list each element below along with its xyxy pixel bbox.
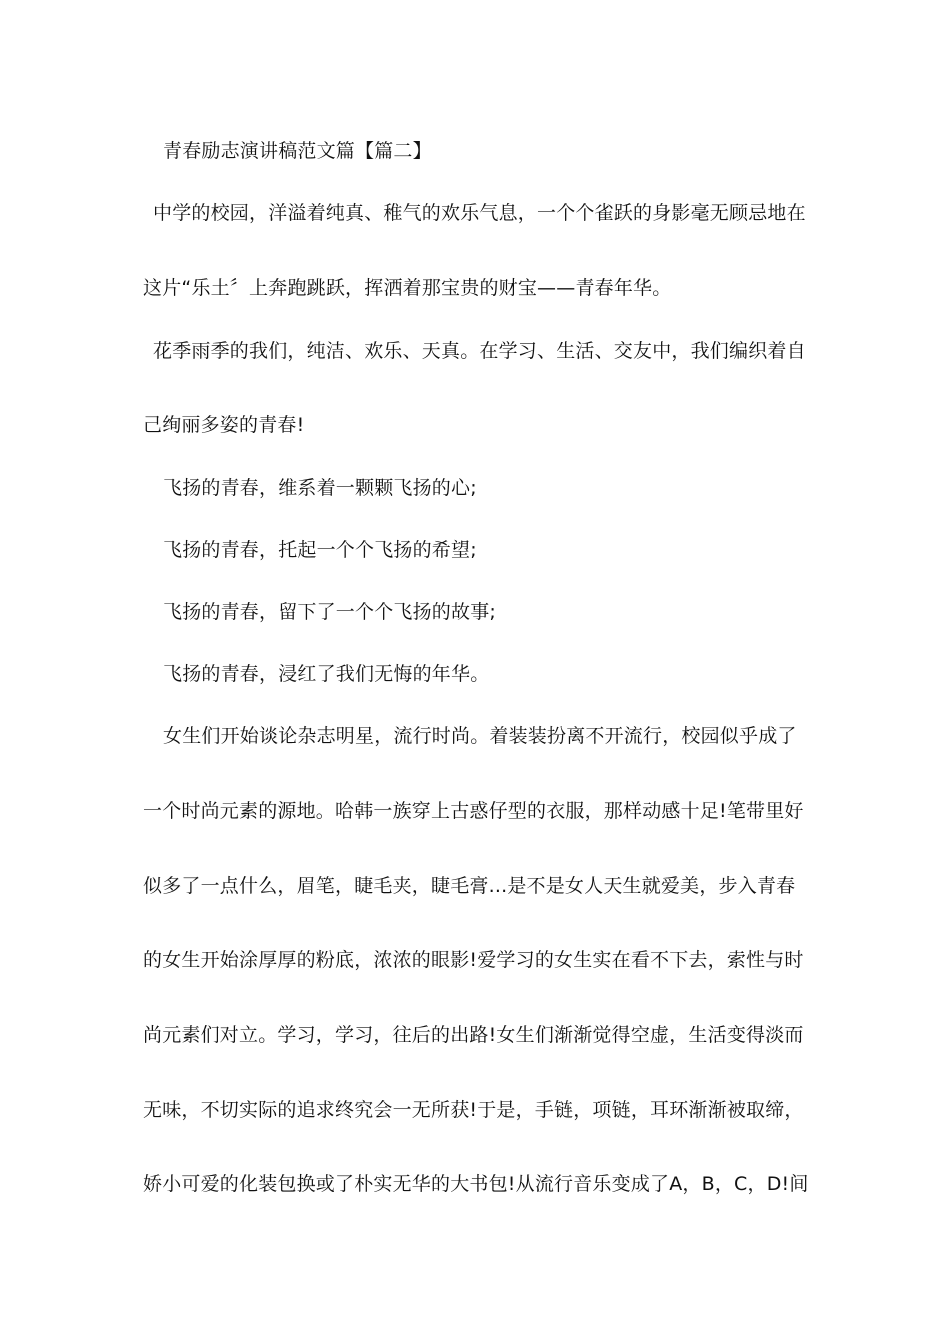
paragraph-line: 中学的校园，洋溢着纯真、稚气的欢乐气息，一个个雀跃的身影毫无顾忌地在 xyxy=(153,202,806,224)
paragraph-line: 飞扬的青春，留下了一个个飞扬的故事; xyxy=(163,601,497,623)
paragraph-line: 己绚丽多姿的青春! xyxy=(143,414,305,436)
paragraph-line: 飞扬的青春，维系着一颗颗飞扬的心; xyxy=(163,477,477,499)
paragraph-line: 的女生开始涂厚厚的粉底，浓浓的眼影!爱学习的女生实在看不下去，索性与时 xyxy=(143,949,804,971)
paragraph-line: 花季雨季的我们，纯洁、欢乐、天真。在学习、生活、交友中，我们编织着自 xyxy=(153,340,806,362)
paragraph-line: 一个时尚元素的源地。哈韩一族穿上古惑仔型的衣服，那样动感十足!笔带里好 xyxy=(143,800,804,822)
paragraph-line: 似多了一点什么，眉笔，睫毛夹，睫毛膏...是不是女人天生就爱美，步入青春 xyxy=(143,875,796,897)
paragraph-line: 女生们开始谈论杂志明星，流行时尚。着装装扮离不开流行，校园似乎成了 xyxy=(163,725,797,747)
document-title: 青春励志演讲稿范文篇【篇二】 xyxy=(163,140,432,162)
paragraph-line: 飞扬的青春，托起一个个飞扬的希望; xyxy=(163,539,477,561)
paragraph-line: 这片“乐土〞上奔跑跳跃，挥洒着那宝贵的财宝——青春年华。 xyxy=(143,277,672,299)
paragraph-line: 无味，不切实际的追求终究会一无所获!于是，手链，项链，耳环渐渐被取缔， xyxy=(143,1099,804,1121)
paragraph-line: 飞扬的青春，浸红了我们无悔的年华。 xyxy=(163,663,490,685)
paragraph-line: 娇小可爱的化装包换或了朴实无华的大书包!从流行音乐变成了A，B，C，D!间 xyxy=(143,1173,809,1195)
paragraph-line: 尚元素们对立。学习，学习，往后的出路!女生们渐渐觉得空虚，生活变得淡而 xyxy=(143,1024,804,1046)
